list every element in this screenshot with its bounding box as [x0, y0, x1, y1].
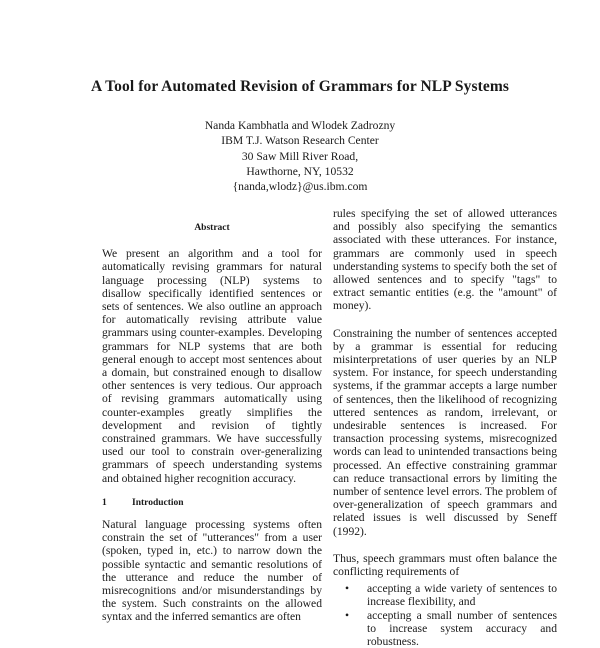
author-block	[0, 118, 600, 194]
right-paragraph-3: Thus, speech grammars must often balance the conflicting requirements of	[333, 551, 557, 579]
author-city: Hawthorne, NY, 10532	[246, 164, 354, 178]
author-names: Nanda Kambhatla and Wlodek Zadrozny	[204, 119, 396, 132]
section-title: Introduction	[132, 497, 184, 508]
section-number: 1	[102, 497, 107, 508]
author-street: 30 Saw Mill River Road,	[241, 149, 359, 163]
paper-title: A Tool for Automated Revision of Grammars for NLP Systems	[90, 78, 510, 95]
list-item-text: accepting a wide variety of sentences to increase flexibility, and	[367, 582, 557, 609]
list-item	[333, 609, 557, 648]
bullet-icon: •	[345, 608, 350, 622]
list-item-text: accepting a small number of sentences to increase system accuracy and robustness.	[367, 608, 557, 648]
bullet-icon: •	[345, 582, 350, 596]
requirements-list	[333, 582, 557, 648]
introduction-text: Natural language processing systems often constrain the set of "utterances" from a user (spoken, typed in, etc.) to narrow down the possible syntactic and semantic resolutions of the utterance and reduce the number of misrecognitions and/or misunderstandings by the system. Such constraints on the allowed syntax and the inferred semantics are often	[102, 518, 322, 624]
list-item	[333, 582, 557, 608]
author-affiliation: IBM T.J. Watson Research Center	[221, 134, 379, 148]
right-column	[333, 207, 557, 648]
right-paragraph-1: rules specifying the set of allowed utterances and possibly also specifying the semantics associated with these utterances. For instance, grammars are commonly used in speech understanding systems to specify both the set of allowed sentences and to specify "tags" to extract semantic entities (e.g. the "amount" of money).	[333, 207, 557, 313]
author-email: {nanda,wlodz}@us.ibm.com	[232, 180, 368, 194]
left-column	[102, 222, 322, 624]
abstract-heading: Abstract	[194, 223, 230, 233]
abstract-text: We present an algorithm and a tool for automatically revising grammars for natural language processing (NLP) systems to disallow specifically identified sentences or sets of sentences. We also outline an approach for automatically revising attribute value grammars using counter-examples. Developing grammars for NLP systems that are both general enough to accept most sentences about a domain, but constrained enough to disallow other sentences is very tedious. Our approach of revising grammars automatically using counter-examples greatly simplifies the development and revision of tightly constrained grammars. We have successfully used our tool to constrain over-generalizing grammars of speech understanding systems and obtained higher recognition accuracy.	[102, 247, 322, 485]
section-heading-introduction	[102, 497, 322, 510]
right-paragraph-2: Constraining the number of sentences accepted by a grammar is essential for reducing misinterpretations of user queries by an NLP system. For instance, for speech understanding systems, if the grammar accepts a large number of sentences, then the likelihood of recognizing uttered sentences as random, irrelevant, or undesirable sentences is increased. For transaction processing systems, misrecognized words can lead to unintended transactions being processed. An effective constraining grammar can reduce transactional errors by limiting the number of sentence level errors. The problem of over-generalization of speech grammars and related issues is well discussed by Seneff (1992).	[333, 326, 557, 538]
